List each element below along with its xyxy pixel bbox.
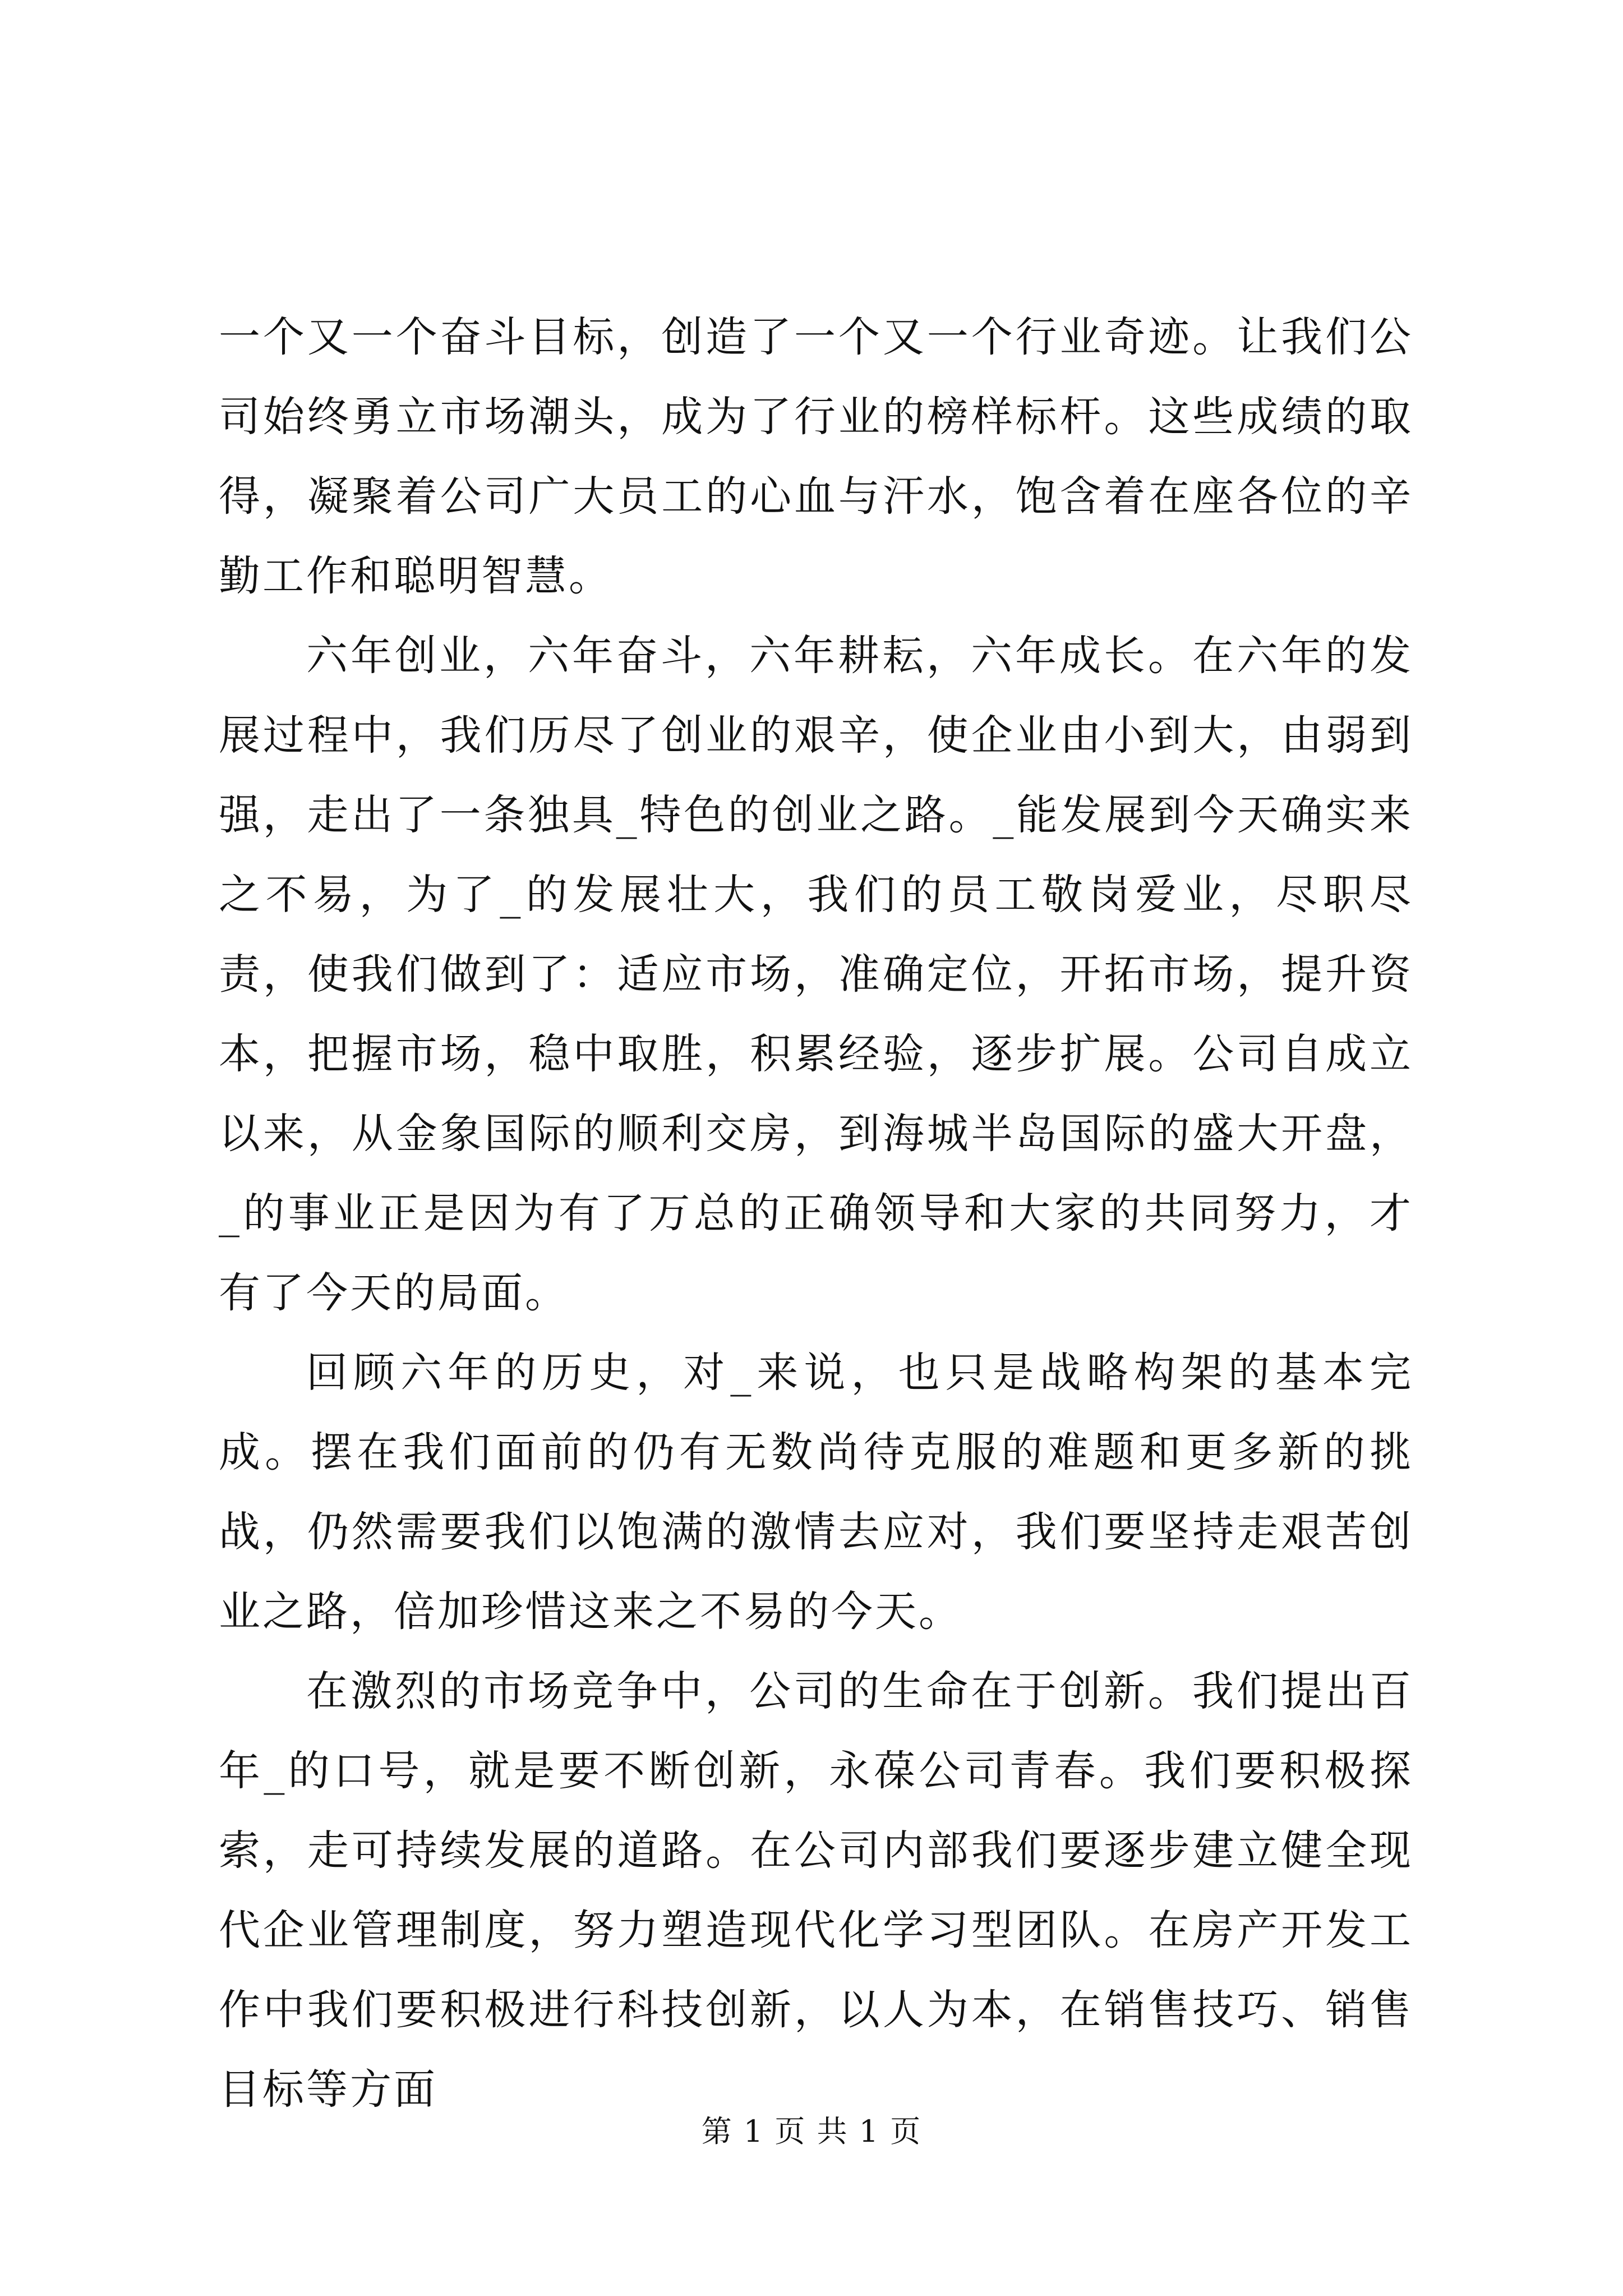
paragraph-2: 六年创业，六年奋斗，六年耕耘，六年成长。在六年的发展过程中，我们历尽了创业的艰辛，使企业由小到大，由弱到强，走出了一条独具_特色的创业之路。_能发展到今天确实来之不易，为了_的发展壮大，我们的员工敬岗爱业，尽职尽责，使我们做到了：适应市场，准确定位，开拓市场，提升资本，把握市场，稳中取胜，积累经验，逐步扩展。公司自成立以来，从金象国际的顺利交房，到海城半岛国际的盛大开盘，_的事业正是因为有了万总的正确领导和大家的共同努力，才有了今天的局面。 [219,632,1413,1317]
page-number-footer: 第 1 页 共 1 页 [701,2114,922,2149]
body-text [219,297,1413,2129]
paragraph-3: 回顾六年的历史，对_来说，也只是战略构架的基本完成。摆在我们面前的仍有无数尚待克服的难题和更多新的挑战，仍然需要我们以饱满的激情去应对，我们要坚持走艰苦创业之路，倍加珍惜这来之不易的今天。 [219,1349,1413,1636]
paragraph-4: 在激烈的市场竞争中，公司的生命在于创新。我们提出百年_的口号，就是要不断创新，永葆公司青春。我们要积极探索，走可持续发展的道路。在公司内部我们要逐步建立健全现代企业管理制度，努力塑造现代化学习型团队。在房产开发工作中我们要积极进行科技创新，以人为本，在销售技巧、销售目标等方面 [219,1667,1413,2114]
paragraph-1: 一个又一个奋斗目标，创造了一个又一个行业奇迹。让我们公司始终勇立市场潮头，成为了行业的榜样标杆。这些成绩的取得，凝聚着公司广大员工的心血与汗水，饱含着在座各位的辛勤工作和聪明智慧。 [219,313,1413,600]
